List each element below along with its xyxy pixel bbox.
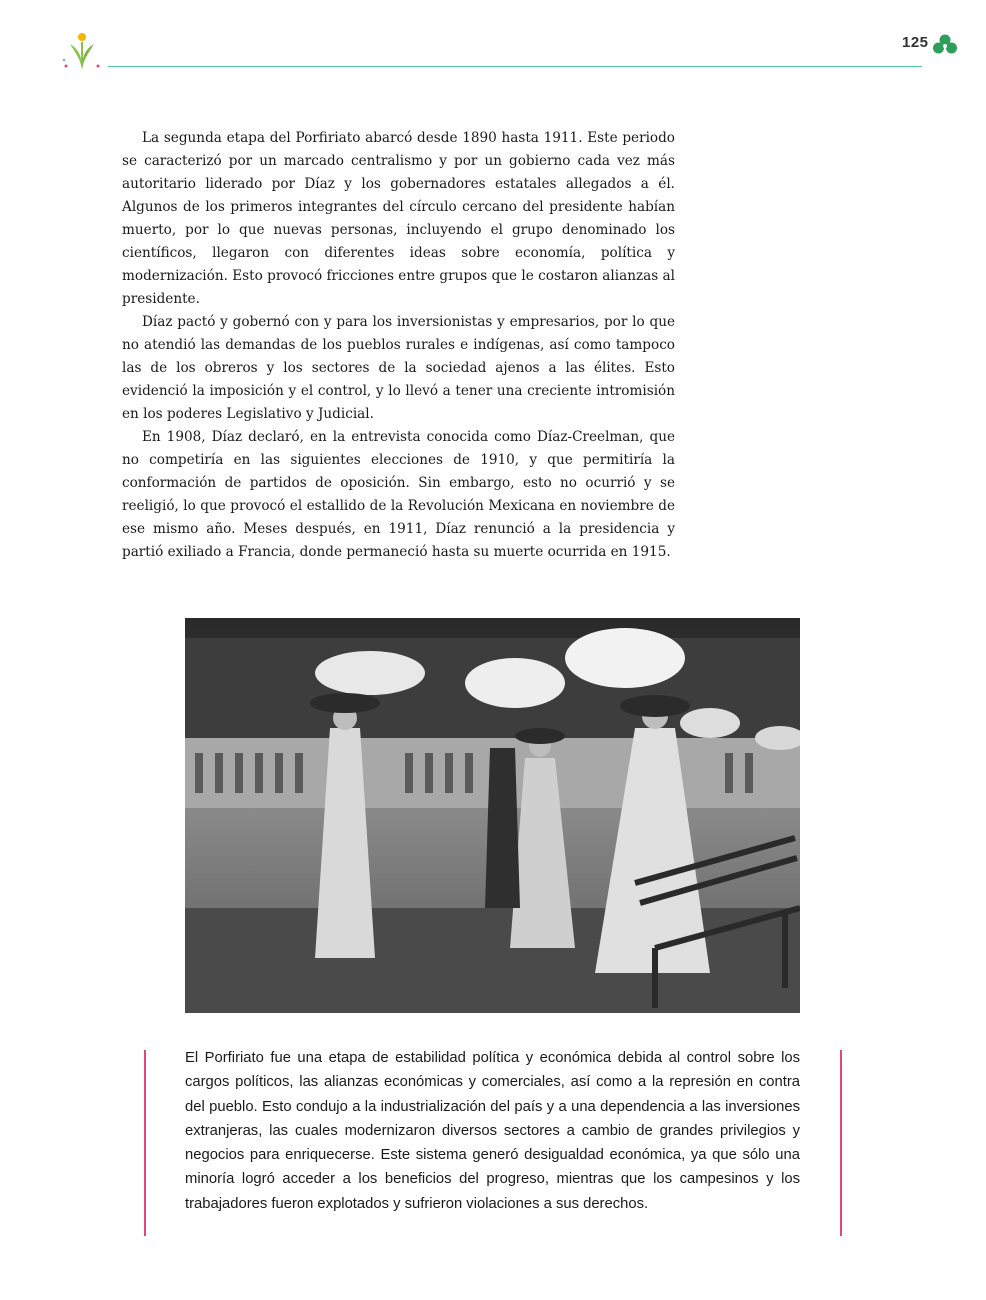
historic-photo: [185, 618, 800, 1013]
summary-left-border: [144, 1050, 146, 1236]
summary-text: El Porfiriato fue una etapa de estabilidad política y económica debida al control sobre los cargos políticos, las alianzas económicas y comerciales, así como a la represión en contra del pueblo. Esto condujo a la industrialización del país y a una dependencia a las inversiones extranjeras, las cuales modernizaron diversos sectores a cambio de grandes privilegios y negocios para enriquecerse. Este sistema generó desigualdad económica, ya que sólo una minoría logró acceder a los beneficios del progreso, mientras que los campesinos y los trabajadores fueron explotados y sufrieron violaciones a sus derechos.: [185, 1050, 800, 1212]
paragraph-1: La segunda etapa del Porfiriato abarcó desde 1890 hasta 1911. Este periodo se caracterizó por un marcado centralismo y por un gobierno cada vez más autoritario liderado por Díaz y los gobernadores estatales allegados a él. Algunos de los primeros integrantes del círculo cercano del presidente habían muerto, por lo que nuevas personas, incluyendo el grupo denominado los científicos, llegaron con diferentes ideas sobre economía, política y modernización. Esto provocó fricciones entre grupos que le costaron alianzas al presidente.: [122, 130, 675, 307]
page-number: 125: [902, 34, 929, 51]
clover-icon: [932, 34, 958, 56]
body-text: [122, 127, 675, 564]
sprout-logo-icon: [62, 30, 102, 72]
paragraph-2: Díaz pactó y gobernó con y para los inversionistas y empresarios, por lo que no atendió las demandas de los pueblos rurales e indígenas, así como tampoco las de los obreros y los sectores de la sociedad ajenos a las élites. Esto evidenció la imposición y el control, y lo llevó a tener una creciente intromisión en los poderes Legislativo y Judicial.: [122, 314, 675, 422]
header-rule: [108, 66, 922, 67]
summary-right-border: [840, 1050, 842, 1236]
paragraph-3: En 1908, Díaz declaró, en la entrevista conocida como Díaz-Creelman, que no competiría en las siguientes elecciones de 1910, y que permitiría la conformación de partidos de oposición. Sin embargo, esto no ocurrió y se reeligió, lo que provocó el estallido de la Revolución Mexicana en noviembre de ese mismo año. Meses después, en 1911, Díaz renunció a la presidencia y partió exiliado a Francia, donde permaneció hasta su muerte ocurrida en 1915.: [122, 429, 675, 560]
